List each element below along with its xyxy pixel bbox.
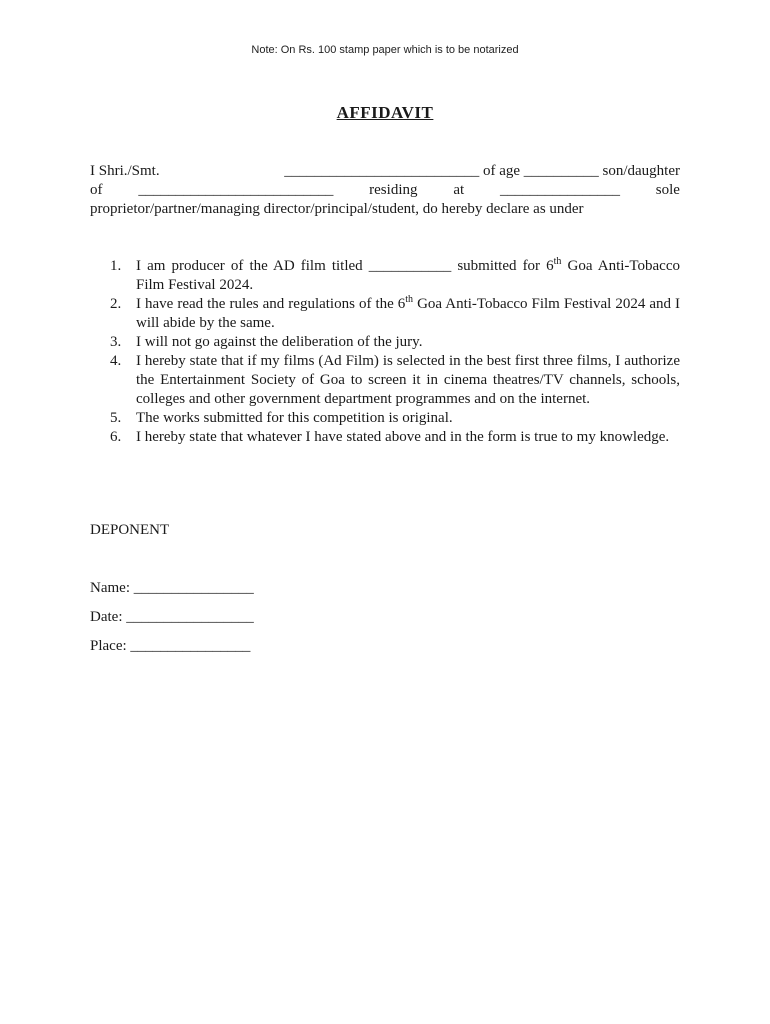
declaration-item — [110, 428, 680, 447]
item-text-continued: Goa Anti-Tobacco Film Festival 2024 and I will abide by the same. — [136, 296, 680, 331]
intro-at: at — [453, 182, 465, 198]
stamp-paper-note: Note: On Rs. 100 stamp paper which is to be notarized — [251, 44, 519, 56]
intro-salutation: I Shri./Smt. — [90, 163, 160, 179]
item-number: 2. — [110, 296, 122, 312]
intro-address-blank: ________________ — [499, 182, 620, 198]
signature-name-line: Name: ________________ — [90, 580, 254, 596]
item-superscript: th — [405, 294, 414, 305]
item-text: I have read the rules and regulations of the 6 — [136, 296, 406, 312]
intro-name-age-blank: __________________________ of age __________ son/daughter — [284, 163, 680, 179]
item-number: 5. — [110, 410, 122, 426]
intro-parent-blank: __________________________ — [138, 182, 334, 198]
item-text: I am producer of the AD film titled ___________ submitted for 6 — [136, 258, 554, 274]
intro-line-3: proprietor/partner/managing director/principal/student, do hereby declare as under — [90, 201, 584, 217]
intro-line-1 — [90, 162, 680, 181]
intro-of: of — [90, 182, 103, 198]
intro-line-2 — [90, 181, 680, 200]
signature-place-line: Place: ________________ — [90, 638, 251, 654]
document-title: AFFIDAVIT — [336, 103, 434, 122]
declaration-item — [110, 257, 680, 295]
declaration-item — [110, 409, 680, 428]
declaration-item — [110, 352, 680, 409]
declaration-list — [110, 257, 680, 447]
item-text: I hereby state that if my films (Ad Film) is selected in the best first three films, I authorize the Entertainment Society of Goa to screen it in cinema theatres/TV channels, schools, colleges and other government department programmes and on the internet. — [136, 353, 680, 407]
intro-sole: sole — [655, 182, 680, 198]
item-text: I will not go against the deliberation of the jury. — [136, 334, 423, 350]
item-text: I hereby state that whatever I have stated above and in the form is true to my knowledge. — [136, 429, 670, 445]
intro-paragraph — [90, 162, 680, 219]
item-number: 3. — [110, 334, 122, 350]
deponent-label: DEPONENT — [90, 522, 170, 538]
signature-date-line: Date: _________________ — [90, 609, 254, 625]
item-superscript: th — [553, 256, 562, 267]
item-number: 4. — [110, 353, 122, 369]
item-number: 1. — [110, 258, 122, 274]
item-number: 6. — [110, 429, 122, 445]
declaration-item — [110, 333, 680, 352]
item-text-continued: Goa Anti-Tobacco Film Festival 2024. — [136, 258, 680, 293]
intro-residing: residing — [369, 182, 418, 198]
declaration-item — [110, 295, 680, 333]
item-text: The works submitted for this competition is original. — [136, 410, 453, 426]
